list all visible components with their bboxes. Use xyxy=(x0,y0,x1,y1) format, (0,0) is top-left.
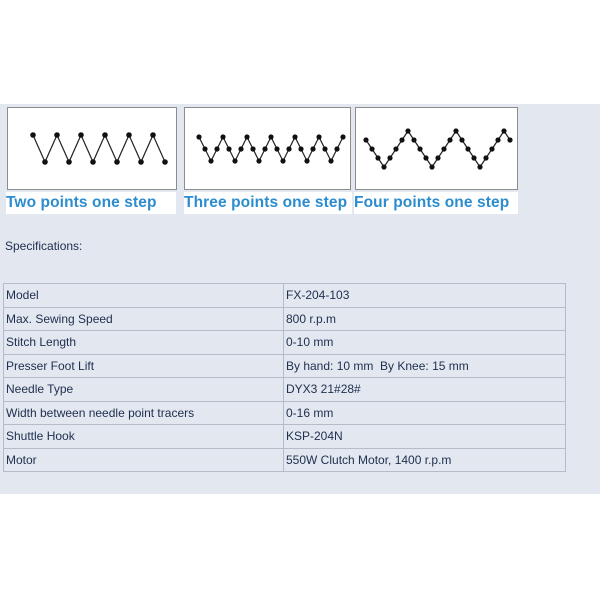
spec-value: KSP-204N xyxy=(284,425,566,449)
spec-value: 550W Clutch Motor, 1400 r.p.m xyxy=(284,448,566,472)
table-row xyxy=(4,425,566,449)
two-point-zigzag-diagram xyxy=(7,107,177,190)
three-point-zigzag-diagram xyxy=(184,107,351,190)
spec-value: DYX3 21#28# xyxy=(284,378,566,402)
table-row xyxy=(4,331,566,355)
spec-key: Shuttle Hook xyxy=(4,425,284,449)
spec-key: Needle Type xyxy=(4,378,284,402)
table-row xyxy=(4,401,566,425)
spec-key: Width between needle point tracers xyxy=(4,401,284,425)
specifications-heading: Specifications: xyxy=(5,239,83,253)
spec-value: FX-204-103 xyxy=(284,284,566,308)
pattern-caption: Three points one step xyxy=(184,192,352,214)
table-row xyxy=(4,307,566,331)
spec-value: 0-10 mm xyxy=(284,331,566,355)
pattern-caption: Four points one step xyxy=(354,192,518,214)
spec-key: Max. Sewing Speed xyxy=(4,307,284,331)
table-row xyxy=(4,378,566,402)
spec-value: 800 r.p.m xyxy=(284,307,566,331)
spec-key: Model xyxy=(4,284,284,308)
specifications-table xyxy=(3,283,566,472)
table-row xyxy=(4,284,566,308)
four-point-zigzag-diagram xyxy=(355,107,518,190)
table-row xyxy=(4,448,566,472)
spec-value: 0-16 mm xyxy=(284,401,566,425)
pattern-caption: Two points one step xyxy=(6,192,176,214)
table-row xyxy=(4,354,566,378)
spec-key: Stitch Length xyxy=(4,331,284,355)
spec-key: Presser Foot Lift xyxy=(4,354,284,378)
spec-key: Motor xyxy=(4,448,284,472)
spec-value: By hand: 10 mm By Knee: 15 mm xyxy=(284,354,566,378)
